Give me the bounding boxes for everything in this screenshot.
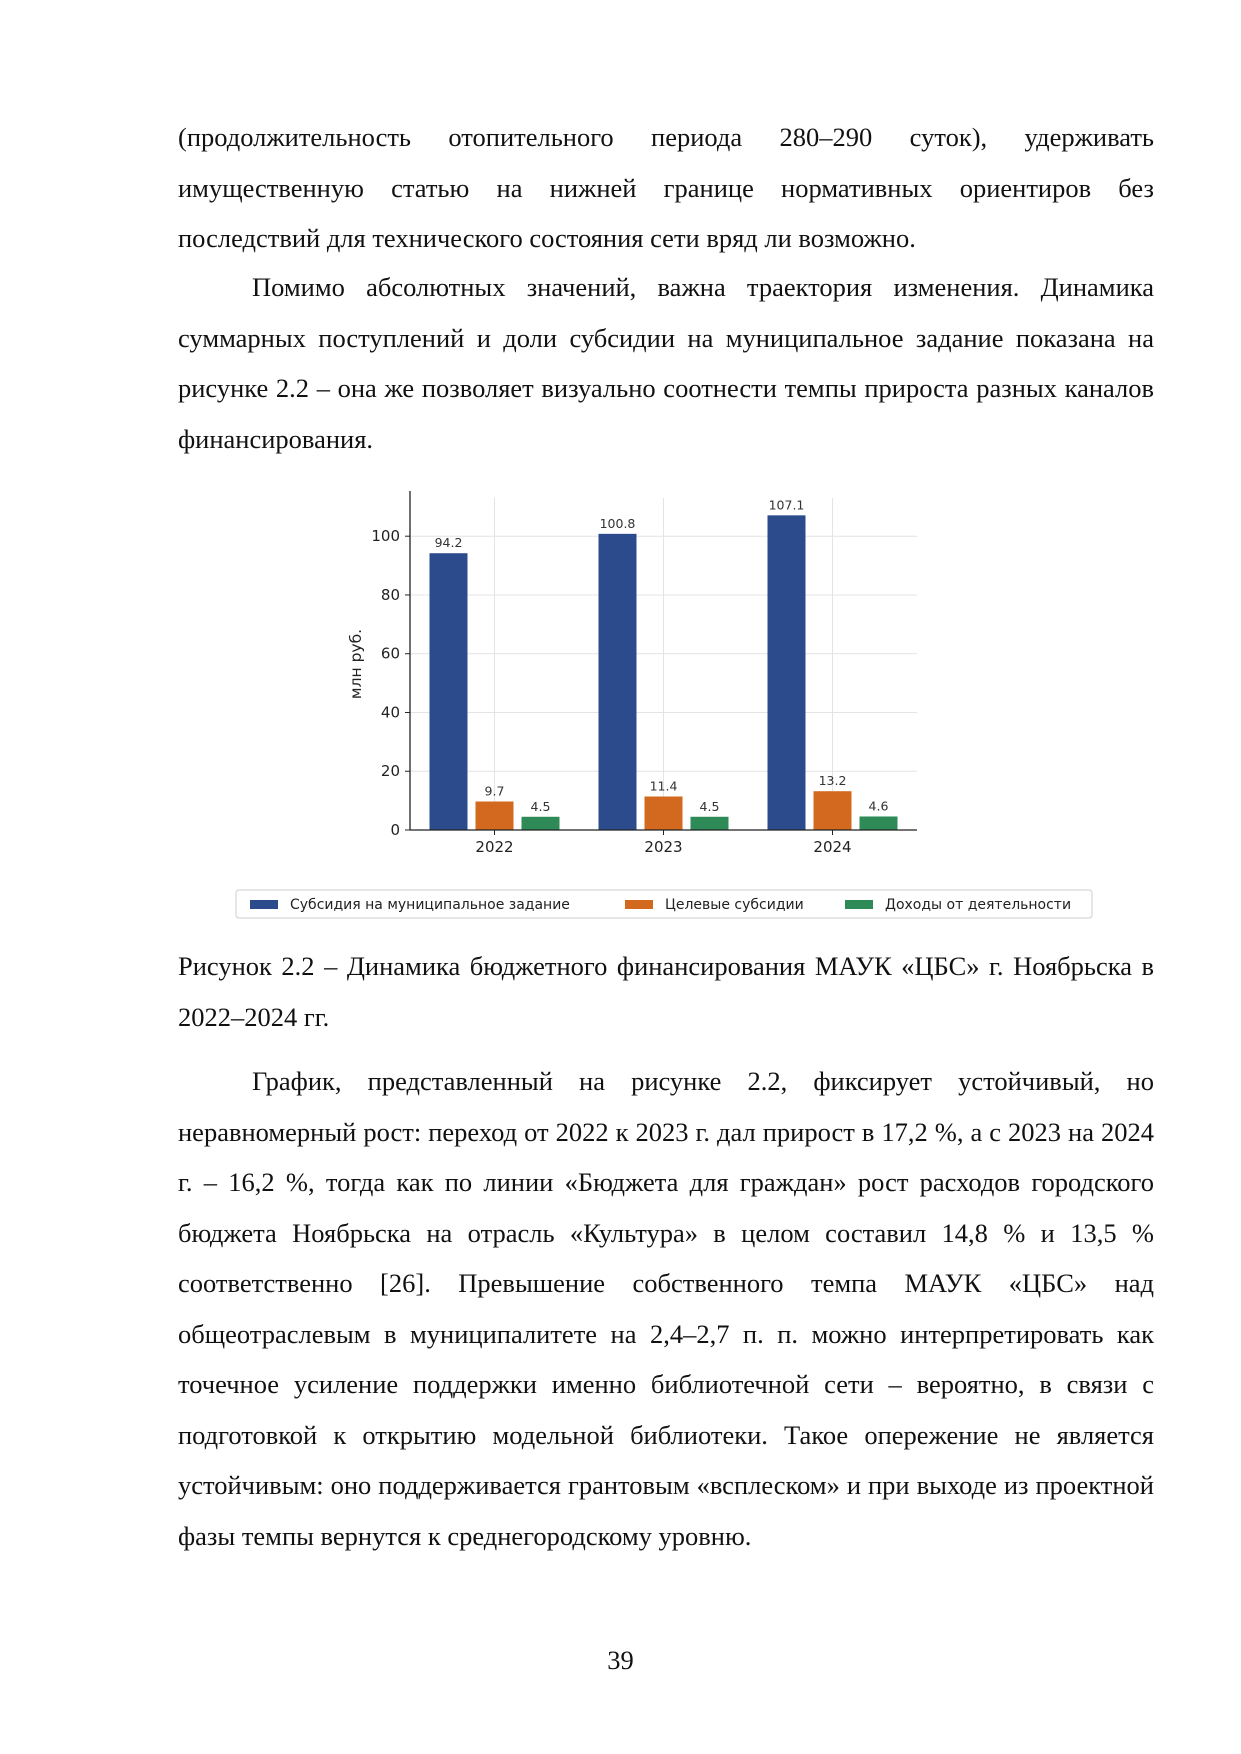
y-axis-label: млн руб. bbox=[347, 628, 365, 700]
bar bbox=[814, 791, 852, 830]
legend-label: Субсидия на муниципальное задание bbox=[290, 897, 570, 913]
data-label: 94.2 bbox=[434, 535, 463, 551]
data-label: 11.4 bbox=[649, 778, 678, 794]
legend-swatch bbox=[625, 900, 653, 909]
bar bbox=[768, 515, 806, 830]
y-tick-label: 40 bbox=[380, 703, 400, 722]
y-tick-label: 80 bbox=[380, 585, 400, 604]
page-number: 39 bbox=[607, 1645, 634, 1675]
paragraph-text: Помимо абсолютных значений, важна траектория изменения. Динамика суммарных поступлений и доли субсидии на муниципальное задание показана на рисунке 2.2 – она же позволяет визуально соотнести темпы прироста разных каналов финансирования. bbox=[178, 272, 1154, 454]
bar bbox=[599, 534, 637, 830]
paragraph-text: (продолжительность отопительного периода 280–290 суток), удерживать имущественную статью на нижней границе нормативных ориентиров без последствий для технического состояния сети вряд ли возможно. bbox=[178, 122, 1154, 253]
data-label: 9.7 bbox=[484, 783, 505, 799]
data-label: 4.6 bbox=[868, 798, 889, 814]
legend-label: Доходы от деятельности bbox=[885, 897, 1072, 913]
paragraph bbox=[178, 112, 1154, 264]
legend-swatch bbox=[845, 900, 873, 909]
paragraph bbox=[178, 1056, 1154, 1561]
legend-swatch bbox=[250, 900, 278, 909]
bar bbox=[691, 817, 729, 830]
data-label: 4.5 bbox=[530, 798, 551, 814]
bar bbox=[476, 802, 514, 830]
bar bbox=[860, 816, 898, 830]
x-tick-label: 2023 bbox=[644, 838, 683, 856]
data-label: 13.2 bbox=[818, 773, 847, 789]
figure-chart bbox=[230, 488, 1100, 928]
data-label: 107.1 bbox=[768, 497, 805, 513]
data-label: 4.5 bbox=[699, 798, 720, 814]
legend-label: Целевые субсидии bbox=[665, 897, 804, 913]
y-tick-label: 60 bbox=[380, 644, 400, 663]
paragraph-text: График, представленный на рисунке 2.2, фиксирует устойчивый, но неравномерный рост: переход от 2022 к 2023 г. дал прирост в 17,2 %, а с 2023 на 2024 г. – 16,2 %, тогда как по линии «Бюджета для граждан» рост расходов городского бюджета Ноябрьска на отрасль «Культура» в целом составил 14,8 % и 13,5 % соответственно [26]. Превышение собственного темпа МАУК «ЦБС» над общеотраслевым в муниципалитете на 2,4–2,7 п. п. можно интерпретировать как точечное усиление поддержки именно библиотечной сети – вероятно, в связи с подготовкой к открытию модельной библиотеки. Такое опережение не является устойчивым: оно поддерживается грантовым «всплеском» и при выходе из проектной фазы темпы вернутся к среднегородскому уровню. bbox=[178, 1066, 1154, 1551]
data-label: 100.8 bbox=[599, 515, 636, 531]
x-tick-label: 2024 bbox=[813, 838, 852, 856]
bar bbox=[430, 553, 468, 830]
bar-chart bbox=[230, 488, 1100, 928]
y-tick-label: 100 bbox=[371, 527, 400, 546]
paragraph bbox=[178, 262, 1154, 464]
x-tick-label: 2022 bbox=[475, 838, 514, 856]
bar bbox=[645, 797, 683, 830]
caption-text: Рисунок 2.2 – Динамика бюджетного финансирования МАУК «ЦБС» г. Ноябрьска в 2022–2024 гг. bbox=[178, 951, 1154, 1032]
bar bbox=[522, 817, 560, 830]
y-tick-label: 20 bbox=[380, 762, 400, 781]
y-tick-label: 0 bbox=[390, 821, 400, 839]
figure-caption bbox=[178, 941, 1154, 1042]
